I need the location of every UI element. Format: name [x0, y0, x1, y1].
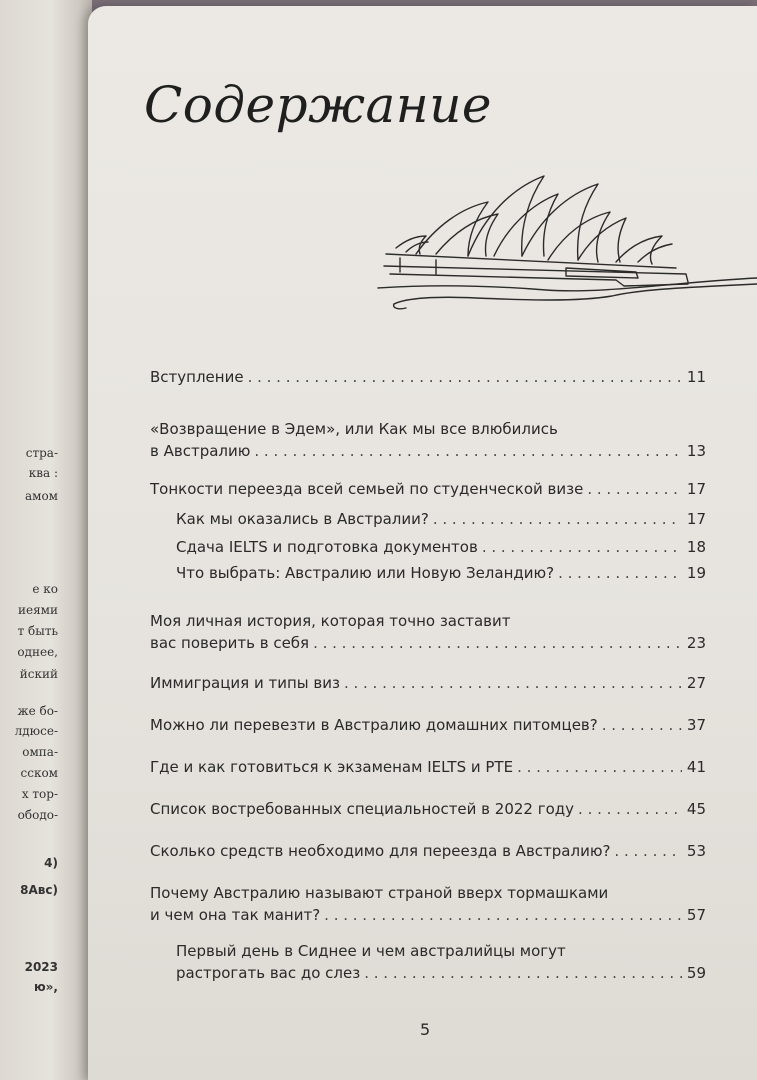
toc-entry-title: в Австралию: [150, 442, 251, 460]
toc-entry-title: «Возвращение в Эдем», или Как мы все влюбились: [150, 420, 558, 438]
sydney-opera-house-icon: [376, 156, 757, 326]
toc-entry[interactable]: [150, 714, 706, 736]
toc-entry-page: 41: [686, 758, 706, 776]
toc-entry[interactable]: [150, 672, 706, 694]
toc-entry[interactable]: [150, 798, 706, 820]
left-page-text: т быть: [17, 624, 58, 638]
toc-entry-title: Можно ли перевезти в Австралию домашних питомцев?: [150, 716, 598, 734]
toc-entry-page: 27: [686, 674, 706, 692]
left-page-text: 8Авс): [20, 883, 58, 897]
toc-entry[interactable]: [150, 882, 706, 926]
toc-entry[interactable]: [150, 756, 706, 778]
toc-subentry[interactable]: [176, 536, 706, 558]
toc-entry-page: 17: [686, 480, 706, 498]
toc-entry-title: Моя личная история, которая точно заставит: [150, 612, 511, 630]
left-page: [0, 0, 92, 1080]
left-page-text: же бо-: [17, 704, 58, 718]
toc-entry-title: Почему Австралию называют страной вверх тормашками: [150, 884, 609, 902]
toc-entry-title: Иммиграция и типы виз: [150, 674, 340, 692]
toc-entry-page: 23: [686, 634, 706, 652]
left-page-text: е ко: [32, 582, 58, 596]
page-title: Содержание: [144, 76, 493, 134]
toc-entry-page: 17: [686, 510, 706, 528]
toc-entry-page: 53: [686, 842, 706, 860]
left-page-text: йский: [19, 667, 58, 681]
toc-entry-title: Вступление: [150, 368, 244, 386]
book-page: [88, 6, 757, 1080]
toc-entry-page: 11: [686, 368, 706, 386]
left-page-text: 2023: [24, 960, 58, 974]
toc-entry-title: Первый день в Сиднее и чем австралийцы могут: [176, 942, 566, 960]
toc-entry-title: Как мы оказались в Австралии?: [176, 510, 429, 528]
toc-entry-page: 59: [686, 964, 706, 982]
toc-entry-title: Сдача IELTS и подготовка документов: [176, 538, 478, 556]
left-page-text: ю»,: [34, 980, 58, 994]
toc-entry-title: Сколько средств необходимо для переезда в Австралию?: [150, 842, 611, 860]
left-page-text: х тор-: [21, 787, 58, 801]
toc-entry-title: Тонкости переезда всей семьей по студенческой визе: [150, 480, 584, 498]
toc-subentry[interactable]: [176, 562, 706, 584]
toc-entry-page: 13: [686, 442, 706, 460]
toc-entry-title: Где и как готовиться к экзаменам IELTS и PTE: [150, 758, 514, 776]
left-page-text: ква :: [28, 466, 58, 480]
toc-entry[interactable]: [150, 478, 706, 500]
left-page-text: 4): [44, 856, 58, 870]
left-page-text: однее,: [17, 645, 58, 659]
left-page-text: амом: [24, 489, 58, 503]
toc-entry[interactable]: [150, 418, 706, 462]
toc-entry-page: 37: [686, 716, 706, 734]
toc-entry-title: растрогать вас до слез: [176, 964, 361, 982]
left-page-text: ободо-: [17, 808, 58, 822]
toc-entry-page: 57: [686, 906, 706, 924]
toc-entry-page: 18: [686, 538, 706, 556]
toc-entry[interactable]: [150, 366, 706, 388]
toc-entry-page: 45: [686, 800, 706, 818]
page-number: 5: [420, 1020, 431, 1039]
toc-entry-title: и чем она так манит?: [150, 906, 321, 924]
left-page-text: иеями: [17, 603, 58, 617]
toc-entry-title: Список востребованных специальностей в 2022 году: [150, 800, 575, 818]
toc-entry-page: 19: [686, 564, 706, 582]
left-page-text: сском: [20, 766, 58, 780]
left-page-text: стра-: [25, 446, 58, 460]
toc-entry-title: вас поверить в себя: [150, 634, 310, 652]
toc-entry[interactable]: [150, 840, 706, 862]
toc-subentry[interactable]: [176, 508, 706, 530]
toc-entry-title: Что выбрать: Австралию или Новую Зеландию?: [176, 564, 555, 582]
left-page-text: лдюсе-: [14, 724, 58, 738]
left-page-text: омпа-: [22, 745, 58, 759]
toc-entry[interactable]: [150, 610, 706, 654]
toc-subentry[interactable]: [176, 940, 706, 984]
